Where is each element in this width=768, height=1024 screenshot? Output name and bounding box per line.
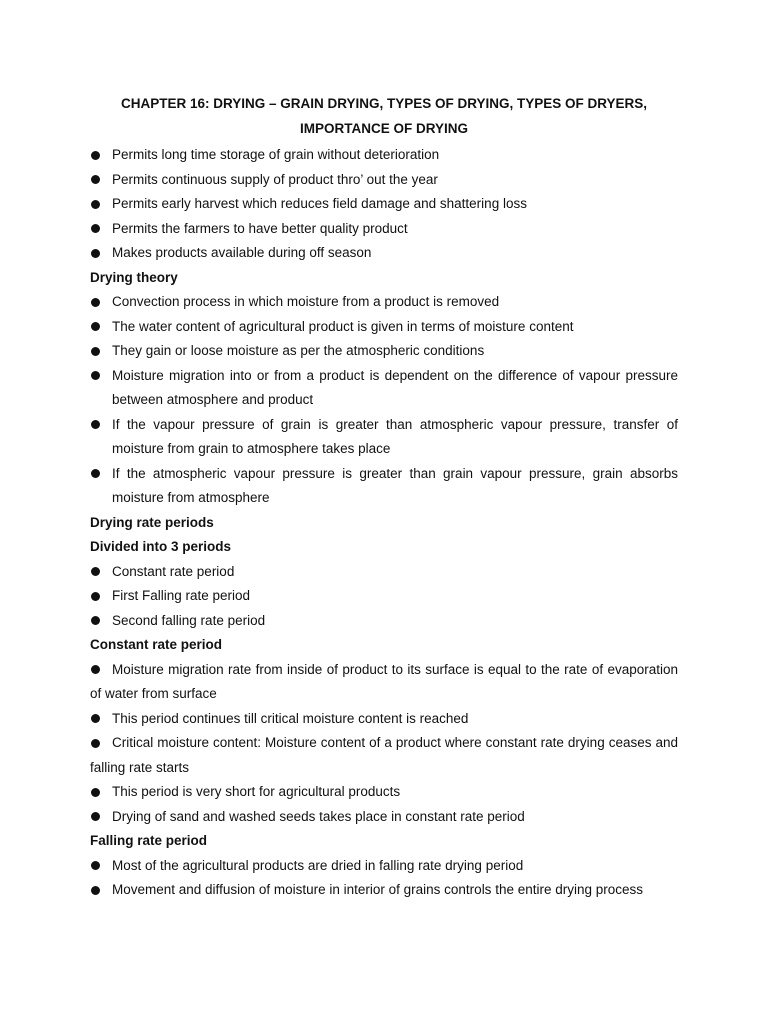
drying-theory-item: If the atmospheric vapour pressure is greater than grain vapour pressure, grain absorbs moisture from atmosphere xyxy=(90,462,678,511)
constant-rate-item: Critical moisture content: Moisture content of a product where constant rate drying ceases and falling rate starts xyxy=(90,731,678,780)
importance-item: Permits early harvest which reduces field damage and shattering loss xyxy=(90,192,678,217)
drying-theory-item: Convection process in which moisture from a product is removed xyxy=(90,290,678,315)
chapter-title-line-2: IMPORTANCE OF DRYING xyxy=(300,120,468,136)
constant-rate-item: Drying of sand and washed seeds takes place in constant rate period xyxy=(90,805,678,830)
drying-theory-item: They gain or loose moisture as per the atmospheric conditions xyxy=(90,339,678,364)
drying-rate-period-item: Second falling rate period xyxy=(90,609,678,634)
importance-item: Makes products available during off season xyxy=(90,241,678,266)
constant-rate-item: This period is very short for agricultural products xyxy=(90,780,678,805)
drying-rate-periods-list xyxy=(90,560,678,634)
falling-rate-period-heading: Falling rate period xyxy=(90,833,208,848)
importance-list xyxy=(90,143,678,266)
drying-theory-item: Moisture migration into or from a product is dependent on the difference of vapour pressure between atmosphere and product xyxy=(90,364,678,413)
importance-item: Permits continuous supply of product thro’ out the year xyxy=(90,168,678,193)
importance-item: Permits long time storage of grain without deterioration xyxy=(90,143,678,168)
falling-rate-item: Movement and diffusion of moisture in interior of grains controls the entire drying process xyxy=(90,878,678,903)
drying-theory-item: The water content of agricultural product is given in terms of moisture content xyxy=(90,315,678,340)
drying-rate-period-item: First Falling rate period xyxy=(90,584,678,609)
chapter-title-line-1: CHAPTER 16: DRYING – GRAIN DRYING, TYPES OF DRYING, TYPES OF DRYERS, xyxy=(120,96,648,111)
drying-theory-item: If the vapour pressure of grain is greater than atmospheric vapour pressure, transfer of moisture from grain to atmosphere takes place xyxy=(90,413,678,462)
constant-rate-item: This period continues till critical moisture content is reached xyxy=(90,707,678,732)
drying-rate-periods-heading: Drying rate periods xyxy=(90,514,214,530)
constant-rate-item: Moisture migration rate from inside of product to its surface is equal to the rate of evaporation of water from surface xyxy=(90,658,678,707)
importance-item: Permits the farmers to have better quality product xyxy=(90,217,678,242)
drying-theory-heading: Drying theory xyxy=(90,269,178,285)
falling-rate-item: Most of the agricultural products are dried in falling rate drying period xyxy=(90,854,678,879)
constant-rate-period-heading: Constant rate period xyxy=(90,637,223,652)
drying-rate-periods-subheading: Divided into 3 periods xyxy=(90,539,232,554)
chapter-title xyxy=(90,92,678,141)
drying-theory-list xyxy=(90,290,678,511)
constant-rate-period-list xyxy=(90,658,678,830)
falling-rate-period-list xyxy=(90,854,678,903)
drying-rate-period-item: Constant rate period xyxy=(90,560,678,585)
